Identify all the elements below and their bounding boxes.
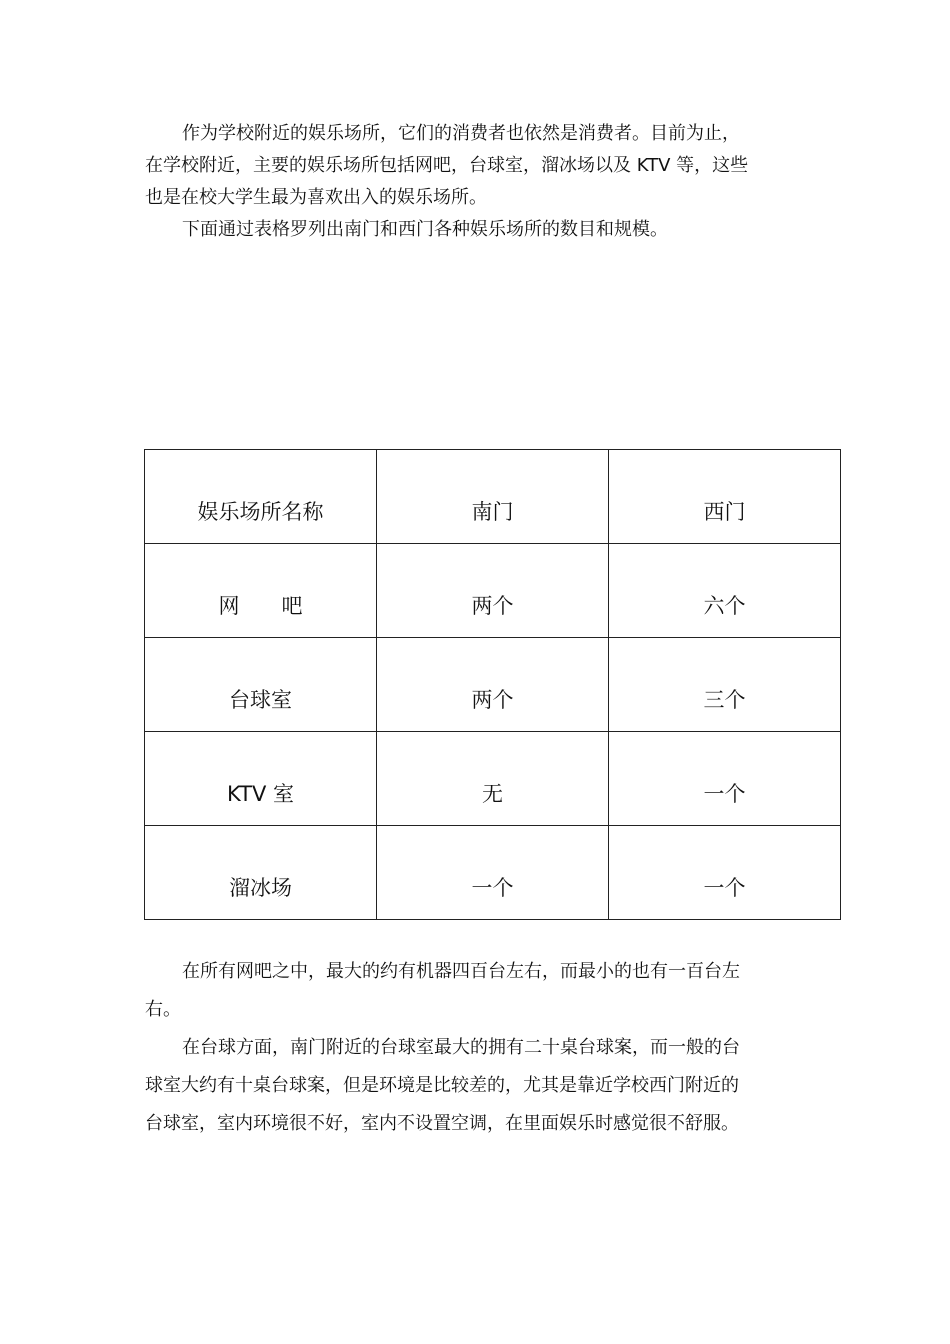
west-gate-cell: 六个 [609, 544, 841, 638]
venue-table [144, 449, 841, 920]
south-gate-cell: 两个 [377, 638, 609, 732]
after-line-5: 台球室，室内环境很不好，室内不设置空调，在里面娱乐时感觉很不舒服。 [145, 1113, 739, 1134]
after-line-2: 右。 [145, 999, 181, 1020]
intro-line-4: 下面通过表格罗列出南门和西门各种娱乐场所的数目和规模。 [182, 219, 668, 240]
venue-name-cell: KTV 室 [145, 732, 377, 826]
after-paragraph [145, 958, 815, 1138]
intro-paragraph [145, 120, 815, 244]
header-south-gate: 南门 [377, 450, 609, 544]
venue-name-cell: 网 吧 [145, 544, 377, 638]
intro-line-2: 在学校附近，主要的娱乐场所包括网吧，台球室，溜冰场以及 KTV 等，这些 [145, 155, 749, 176]
south-gate-cell: 无 [377, 732, 609, 826]
after-line-1: 在所有网吧之中，最大的约有机器四百台左右，而最小的也有一百台左 [182, 961, 740, 982]
after-line-4: 球室大约有十桌台球案，但是环境是比较差的，尤其是靠近学校西门附近的 [145, 1075, 739, 1096]
intro-line-1: 作为学校附近的娱乐场所，它们的消费者也依然是消费者。目前为止， [182, 123, 740, 144]
venue-name-cell: 溜冰场 [145, 826, 377, 920]
west-gate-cell: 三个 [609, 638, 841, 732]
table-header-row [145, 450, 841, 544]
table-row [145, 732, 841, 826]
table-row [145, 826, 841, 920]
south-gate-cell: 两个 [377, 544, 609, 638]
west-gate-cell: 一个 [609, 732, 841, 826]
table-row [145, 638, 841, 732]
header-west-gate: 西门 [609, 450, 841, 544]
south-gate-cell: 一个 [377, 826, 609, 920]
intro-line-3: 也是在校大学生最为喜欢出入的娱乐场所。 [145, 187, 487, 208]
after-line-3: 在台球方面，南门附近的台球室最大的拥有二十桌台球案，而一般的台 [182, 1037, 740, 1058]
west-gate-cell: 一个 [609, 826, 841, 920]
table-row [145, 544, 841, 638]
venue-name-cell: 台球室 [145, 638, 377, 732]
header-venue-name: 娱乐场所名称 [145, 450, 377, 544]
